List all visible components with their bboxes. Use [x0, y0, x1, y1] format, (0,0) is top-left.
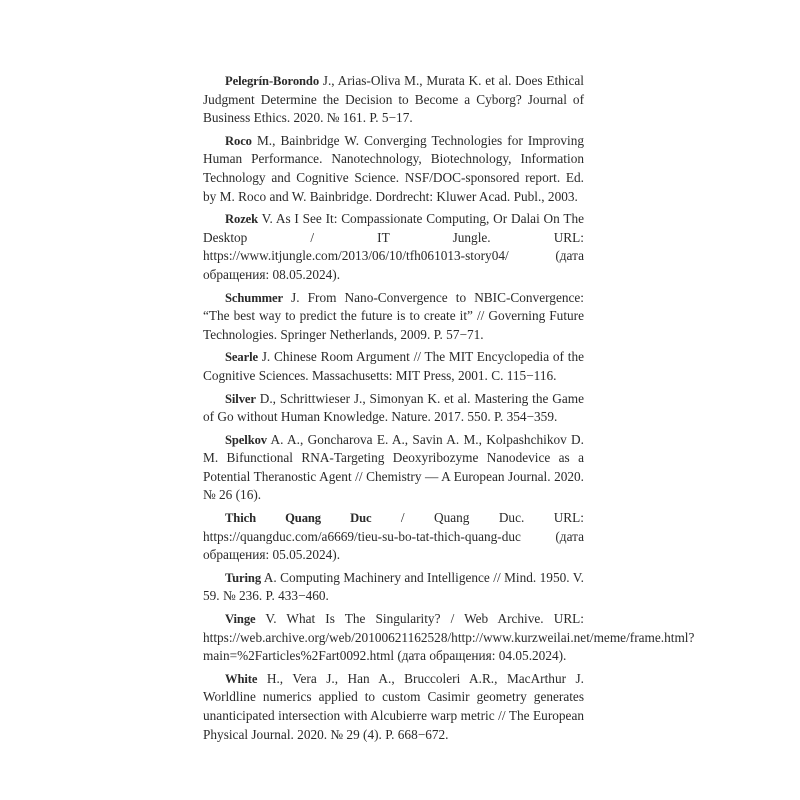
- reference-text: D., Schrittwieser J., Simonyan K. et al. Mastering the Game of Go without Human Knowledge. Nature. 2017. 550. P. 354−359.: [203, 390, 584, 425]
- reference-author: Vinge: [225, 612, 256, 627]
- reference-text: H., Vera J., Han A., Bruccoleri A.R., MacArthur J. Worldline numerics applied to custom Casimir geometry generates unanticipated intersection with Alcubierre warp metric // The European Physical Journal. 2020. № 29 (4). P. 668−672.: [203, 670, 584, 742]
- reference-entry: [203, 509, 584, 565]
- reference-text: V. As I See It: Compassionate Computing, Or Dalai On The Desktop / IT Jungle. URL: https://www.itjungle.com/2013/06/10/tfh061013-story04/ (дата обращения: 08.05.2024).: [203, 211, 584, 282]
- reference-entry: [203, 210, 584, 284]
- reference-text: J. Chinese Room Argument // The MIT Encyclopedia of the Cognitive Sciences. Massachusetts: MIT Press, 2001. C. 115−116.: [203, 349, 584, 383]
- reference-text: M., Bainbridge W. Converging Technologies for Improving Human Performance. Nanotechnology, Biotechnology, Information Technology and Cognitive Science. NSF/DOC-sponsored report. Ed. by M. Roco and W. Bainbridge. Dordrecht: Kluwer Acad. Publ., 2003.: [203, 132, 584, 204]
- reference-author: Pelegrín-Borondo: [225, 74, 320, 88]
- reference-author: Thich Quang Duc: [225, 511, 372, 526]
- reference-author: Silver: [225, 391, 256, 406]
- reference-author: Rozek: [225, 212, 259, 227]
- reference-entry: [203, 390, 584, 427]
- reference-author: White: [225, 671, 258, 686]
- reference-entry: [203, 610, 695, 666]
- reference-author: Spelkov: [225, 432, 267, 447]
- reference-text: A. A., Goncharova E. A., Savin A. M., Kolpashchikov D. M. Bifunctional RNA-Targeting Deoxyribozyme Nanodevice as a Potential Theranostic Agent // Chemistry — A European Journal. 2020. № 26 (16).: [203, 431, 584, 503]
- reference-list: [203, 72, 695, 748]
- reference-author: Searle: [225, 350, 258, 365]
- reference-text: J., Arias-Oliva M., Murata K. et al. Does Ethical Judgment Determine the Decision to Become a Cyborg? Journal of Business Ethics. 2020. № 161. P. 5−17.: [203, 73, 584, 126]
- reference-text: J. From Nano-Convergence to NBIC-Convergence: “The best way to predict the future is to create it” // Governing Future Technologies. Springer Netherlands, 2009. P. 57−71.: [203, 289, 584, 342]
- reference-entry: [203, 348, 584, 385]
- reference-author: Roco: [225, 133, 252, 148]
- reference-entry: [203, 132, 584, 206]
- reference-text: V. What Is The Singularity? / Web Archive. URL: https://web.archive.org/web/20100621162528/http://www.kurzweilai.net/meme/frame.html?main=%2Farticles%2Fart0092.html (дата обращения: 04.05.2024).: [203, 611, 695, 664]
- reference-entry: [203, 670, 584, 744]
- reference-author: Turing: [225, 570, 262, 585]
- reference-entry: [203, 569, 584, 606]
- reference-text: / Quang Duc. URL: https://quangduc.com/a6669/tieu-su-bo-tat-thich-quang-duc (дата обращения: 05.05.2024).: [203, 510, 584, 563]
- reference-author: Schummer: [225, 290, 283, 305]
- reference-entry: [203, 289, 584, 345]
- reference-entry: [203, 72, 584, 128]
- reference-text: A. Computing Machinery and Intelligence // Mind. 1950. V. 59. № 236. P. 433−460.: [203, 569, 584, 604]
- reference-entry: [203, 431, 584, 505]
